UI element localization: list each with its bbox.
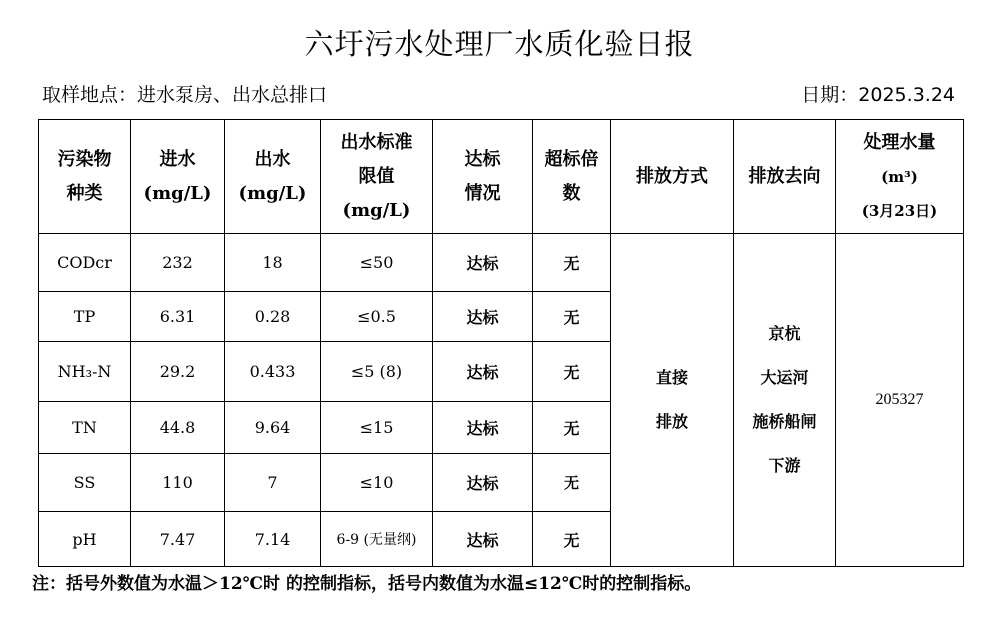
discharge-method: 直接 排放 bbox=[611, 234, 734, 567]
discharge-destination: 京杭 大运河 施桥船闸 下游 bbox=[734, 234, 836, 567]
pollutant-name: NH₃-N bbox=[39, 342, 131, 402]
exceed-multiple: 无 bbox=[533, 454, 611, 512]
compliance-status: 达标 bbox=[433, 454, 533, 512]
compliance-status: 达标 bbox=[433, 342, 533, 402]
pollutant-name: TN bbox=[39, 402, 131, 454]
outflow-value: 0.433 bbox=[225, 342, 321, 402]
table-row bbox=[39, 234, 964, 292]
header-outflow: 出水 (mg/L) bbox=[225, 120, 321, 234]
limit-value: ≤0.5 bbox=[321, 292, 433, 342]
exceed-multiple: 无 bbox=[533, 292, 611, 342]
header-discharge-method: 排放方式 bbox=[611, 120, 734, 234]
header-exceed: 超标倍 数 bbox=[533, 120, 611, 234]
outflow-value: 9.64 bbox=[225, 402, 321, 454]
exceed-multiple: 无 bbox=[533, 234, 611, 292]
pollutant-name: pH bbox=[39, 512, 131, 567]
pollutant-name: SS bbox=[39, 454, 131, 512]
exceed-multiple: 无 bbox=[533, 342, 611, 402]
limit-value: 6-9 (无量纲) bbox=[321, 512, 433, 567]
exceed-multiple: 无 bbox=[533, 402, 611, 454]
compliance-status: 达标 bbox=[433, 234, 533, 292]
report-title: 六圩污水处理厂水质化验日报 bbox=[304, 27, 695, 61]
header-discharge-dest: 排放去向 bbox=[734, 120, 836, 234]
outflow-value: 18 bbox=[225, 234, 321, 292]
inflow-value: 6.31 bbox=[131, 292, 225, 342]
pollutant-name: CODcr bbox=[39, 234, 131, 292]
header-row bbox=[39, 120, 964, 234]
treated-volume: 205327 bbox=[836, 234, 964, 567]
outflow-value: 7 bbox=[225, 454, 321, 512]
inflow-value: 29.2 bbox=[131, 342, 225, 402]
compliance-status: 达标 bbox=[433, 512, 533, 567]
inflow-value: 110 bbox=[131, 454, 225, 512]
exceed-multiple: 无 bbox=[533, 512, 611, 567]
footnote: 注：括号外数值为水温＞12℃时 的控制指标，括号内数值为水温≤12℃时的控制指标。 bbox=[32, 574, 702, 594]
outflow-value: 7.14 bbox=[225, 512, 321, 567]
header-limit: 出水标准 限值 (mg/L) bbox=[321, 120, 433, 234]
limit-value: ≤10 bbox=[321, 454, 433, 512]
inflow-value: 44.8 bbox=[131, 402, 225, 454]
inflow-value: 232 bbox=[131, 234, 225, 292]
sampling-location: 取样地点：进水泵房、出水总排口 bbox=[42, 84, 328, 106]
compliance-status: 达标 bbox=[433, 292, 533, 342]
water-quality-table bbox=[38, 119, 964, 567]
report-date: 日期：2025.3.24 bbox=[801, 84, 955, 106]
header-volume: 处理水量 (m³) (3月23日) bbox=[836, 120, 964, 234]
pollutant-name: TP bbox=[39, 292, 131, 342]
header-compliance: 达标 情况 bbox=[433, 120, 533, 234]
inflow-value: 7.47 bbox=[131, 512, 225, 567]
compliance-status: 达标 bbox=[433, 402, 533, 454]
header-inflow: 进水 (mg/L) bbox=[131, 120, 225, 234]
header-pollutant: 污染物 种类 bbox=[39, 120, 131, 234]
outflow-value: 0.28 bbox=[225, 292, 321, 342]
limit-value: ≤50 bbox=[321, 234, 433, 292]
limit-value: ≤5 (8) bbox=[321, 342, 433, 402]
limit-value: ≤15 bbox=[321, 402, 433, 454]
